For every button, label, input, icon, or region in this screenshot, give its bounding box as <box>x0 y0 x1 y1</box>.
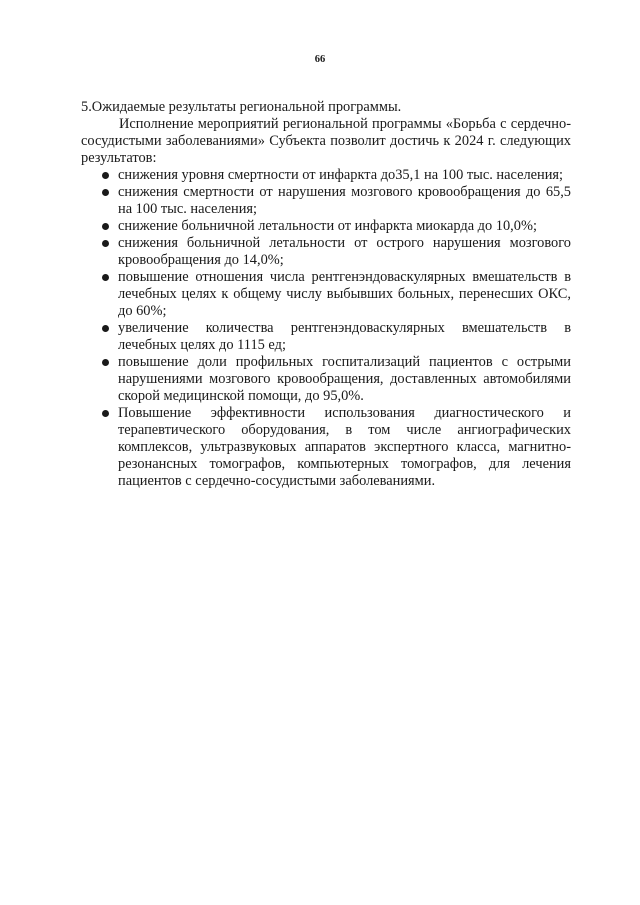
bullet-icon <box>102 325 109 332</box>
list-item <box>81 405 571 490</box>
page-number: 66 <box>314 54 326 65</box>
section-heading: 5.Ожидаемые результаты региональной программы. <box>81 99 402 115</box>
list-item-text: снижение больничной летальности от инфаркта миокарда до 10,0%; <box>118 218 537 234</box>
list-item <box>81 320 571 354</box>
list-item-text: Повышение эффективности использования диагностического и терапевтического оборудования, в том числе ангиографических комплексов, ультразвуковых аппаратов экспертного класса, магнитно-резонансных томографов, компьютерных томографов, для лечения пациентов с сердечно-сосудистыми заболеваниями. <box>118 405 571 489</box>
list-item <box>81 184 571 218</box>
document-body <box>81 99 571 490</box>
list-item <box>81 269 571 320</box>
bullet-icon <box>102 359 109 366</box>
list-item <box>81 235 571 269</box>
list-item <box>81 354 571 405</box>
bullet-icon <box>102 410 109 417</box>
bullet-icon <box>102 223 109 230</box>
list-item-text: увеличение количества рентгенэндоваскулярных вмешательств в лечебных целях до 1115 ед; <box>118 320 571 353</box>
list-item-text: снижения уровня смертности от инфаркта до35,1 на 100 тыс. населения; <box>118 167 564 183</box>
list-item-text: повышение отношения числа рентгенэндоваскулярных вмешательств в лечебных целях к общему числу выбывших больных, перенесших ОКС, до 60%; <box>118 269 571 319</box>
bullet-icon <box>102 172 109 179</box>
list-item <box>81 167 571 184</box>
bullet-icon <box>102 189 109 196</box>
list-item-text: снижения больничной летальности от острого нарушения мозгового кровообращения до 14,0%; <box>118 235 571 268</box>
list-item-text: повышение доли профильных госпитализаций пациентов с острыми нарушениями мозгового кровообращения, доставленных автомобилями скорой медицинской помощи, до 95,0%. <box>118 354 571 404</box>
bullet-icon <box>102 240 109 247</box>
list-item <box>81 218 571 235</box>
bullet-icon <box>102 274 109 281</box>
intro-paragraph: Исполнение мероприятий региональной программы «Борьба с сердечно-сосудистыми заболеваниями» Субъекта позволит достичь к 2024 г. следующих результатов: <box>81 116 571 166</box>
list-item-text: снижения смертности от нарушения мозгового кровообращения до 65,5 на 100 тыс. населения; <box>118 184 571 217</box>
results-list <box>81 167 571 490</box>
